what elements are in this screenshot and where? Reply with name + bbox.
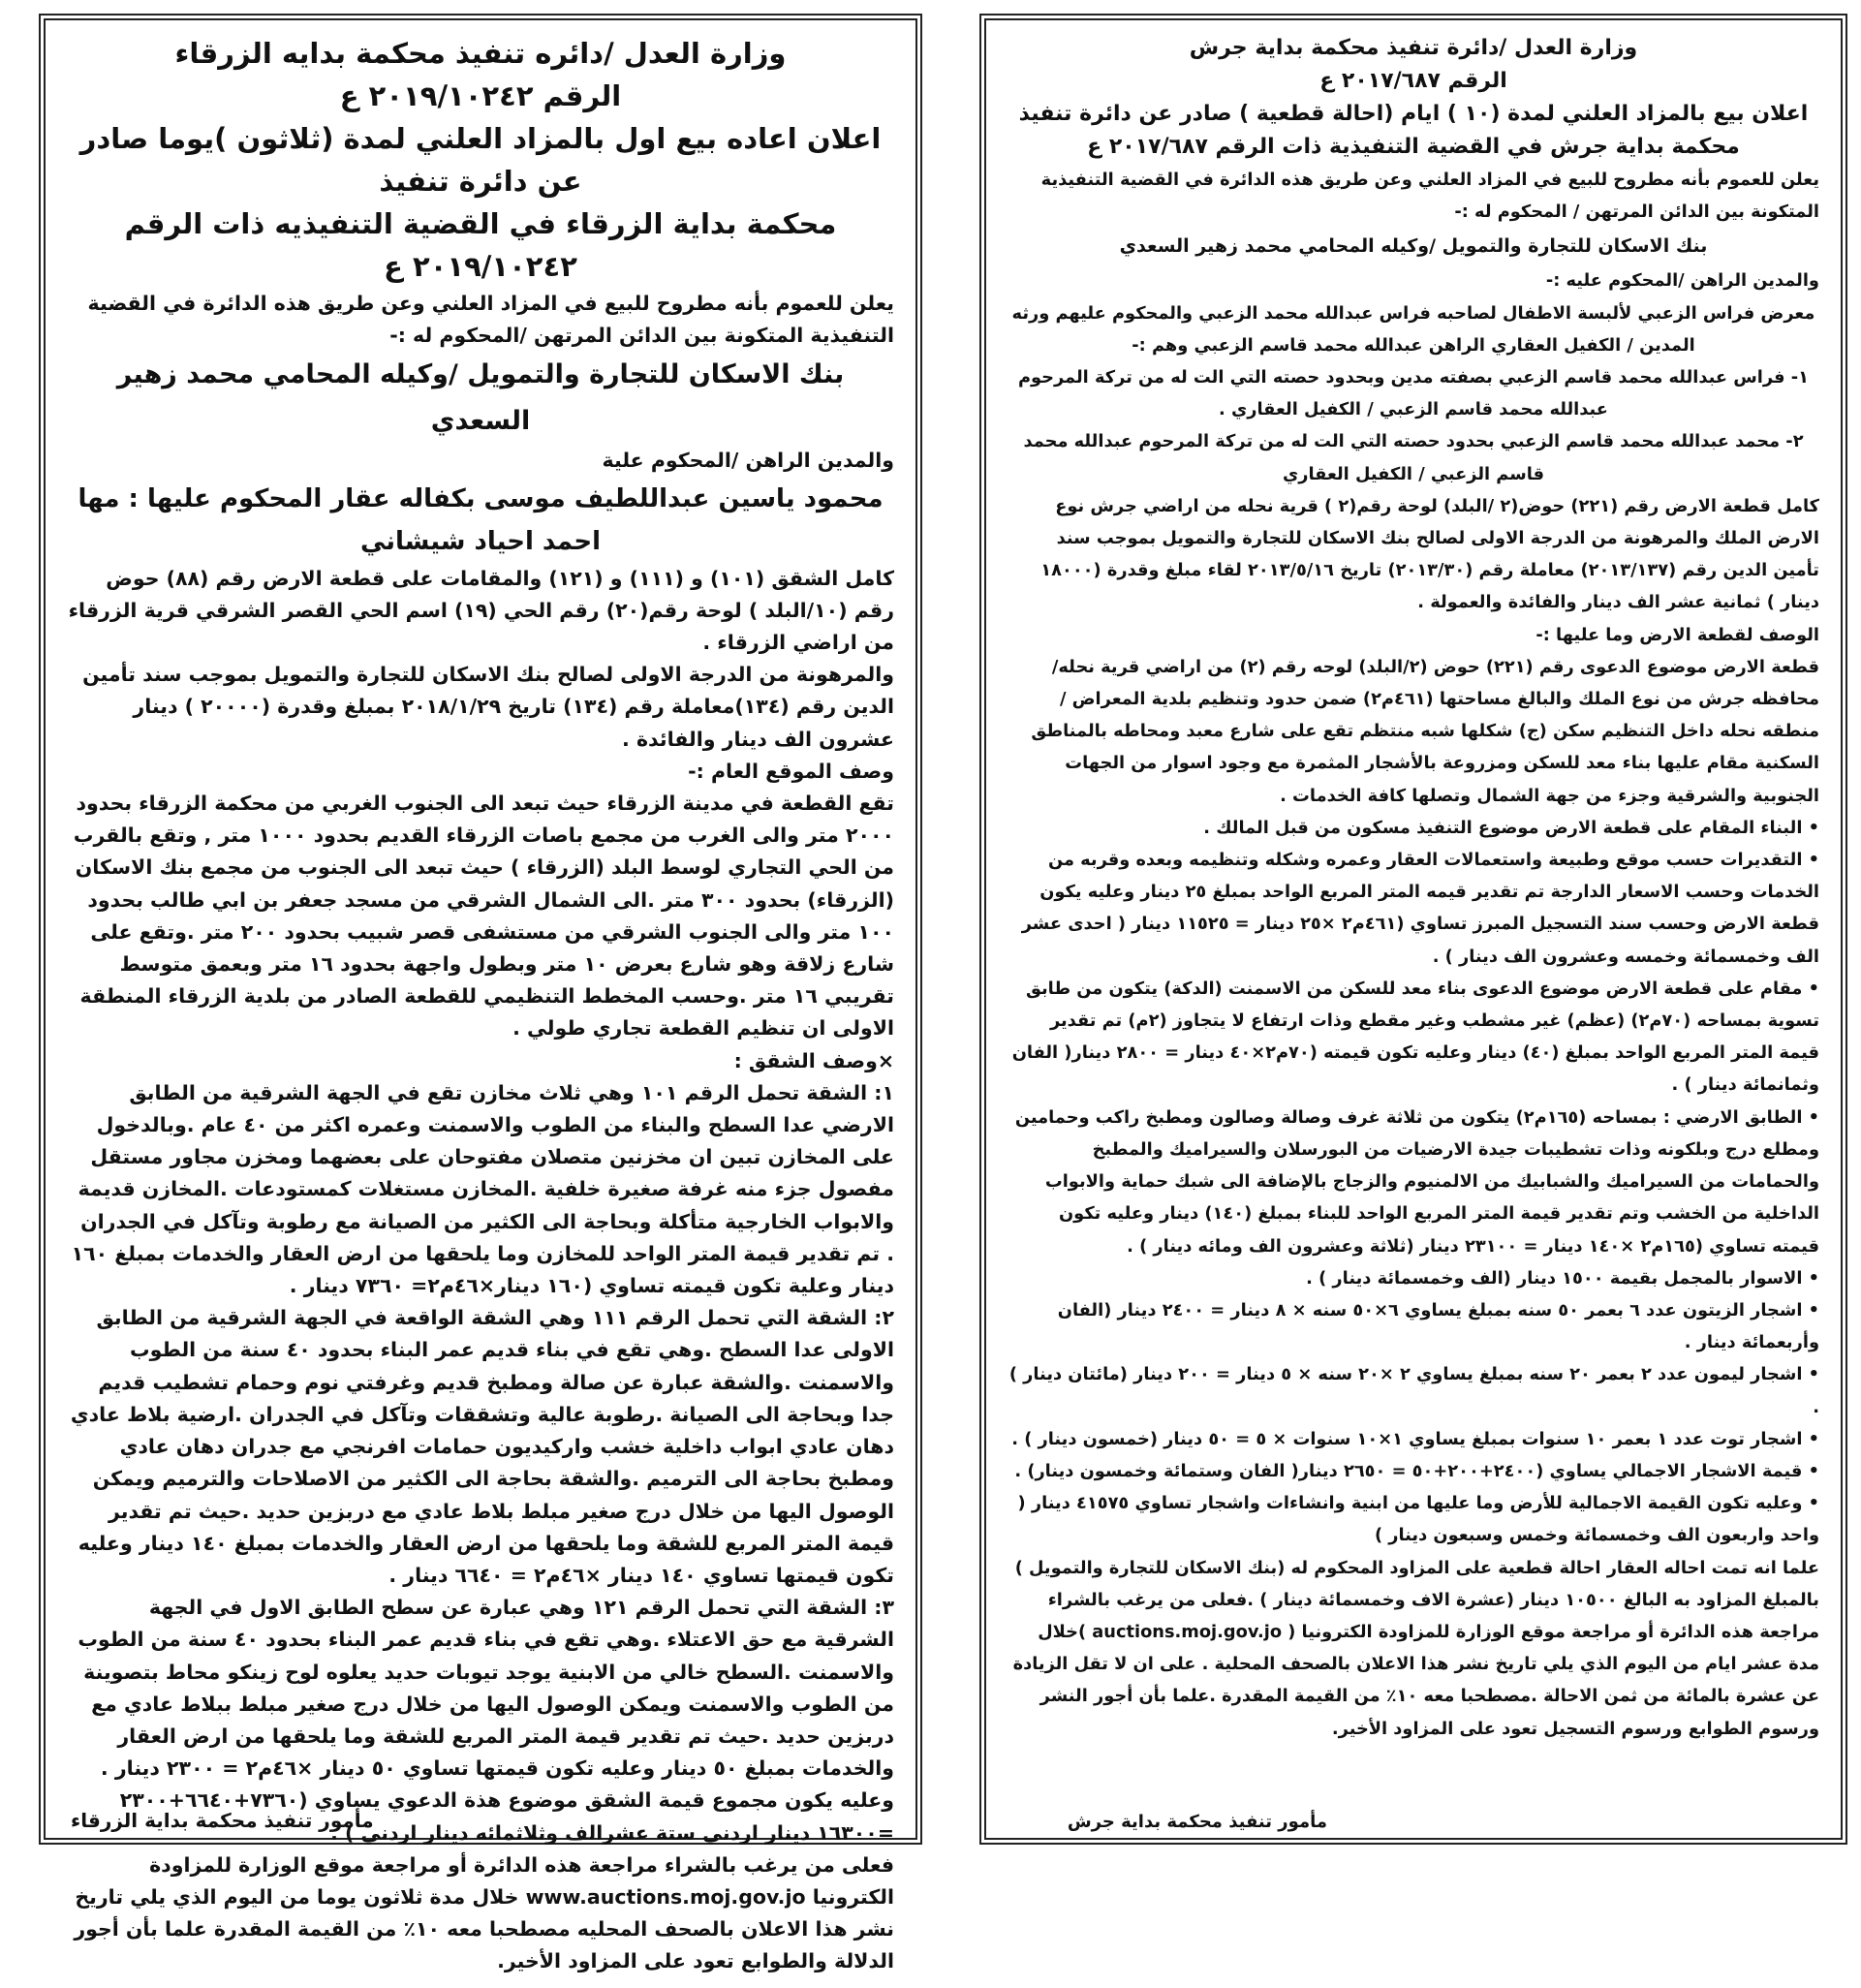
description-heading: الوصف لقطعة الارض وما عليها :- (1535, 624, 1819, 645)
heir-1: ١- فراس عبدالله محمد قاسم الزعبي بصفته مدين وبحدود حصته التي الت له من تركة المرحوم عبدالله محمد قاسم الزعبي / الكفيل العقاري . (1018, 367, 1809, 420)
apartments-heading: ×وصف الشقق : (733, 1048, 894, 1072)
bullet-lemon-trees: • اشجار ليمون عدد ٢ بعمر ٢٠ سنه بمبلغ يساوي ٢ ×٢٠ سنه × ٥ دينار = ٢٠٠ دينار (مائتان دينار ) . (1008, 1364, 1819, 1417)
purchase-text-2: خلال مدة ثلاثون يوما من اليوم الذي يلي تاريخ نشر هذا الاعلان بالصحف المحليه مصطحبا معه ١٠٪ من القيمة المقدرة علما بأن أجور الدلالة والطوابع تعود على المزاود الأخير. (74, 1884, 894, 1973)
property-paragraph: كامل الشقق (١٠١) و (١١١) و (١٢١) والمقامات على قطعة الارض رقم (٨٨) حوض رقم (١٠/البلد ) لوحة رقم(٢٠) رقم الحي (١٩) اسم الحي القصر الشرقي قرية الزرقاء من اراضي الزرقاء . (68, 566, 894, 655)
bullet-mulberry-trees: • اشجار توت عدد ١ بعمر ١٠ سنوات بمبلغ يساوي ١×١٠ سنوات × ٥ = ٥٠ دينار (خمسون دينار ) . (1011, 1428, 1819, 1449)
announcement-title-2: محكمة بداية الزرقاء في القضية التنفيذيه ذات الرقم ٢٠١٩/١٠٢٤٢ ع (124, 207, 837, 283)
auction-website-link[interactable]: www.auctions.moj.gov.jo (525, 1884, 806, 1909)
purchase-instructions (67, 1849, 894, 1978)
ministry-header: وزارة العدل /دائره تنفيذ محكمة بدايه الزرقاء (174, 37, 787, 70)
case-number: الرقم ٢٠١٩/١٠٢٤٢ ع (339, 79, 622, 112)
award-and-instructions: علما انه تمت احاله العقار احالة قطعية على المزاود المحكوم له (بنك الاسكان للتجارة والتمويل ) بالمبلغ المزاود به البالغ ١٠٥٠٠ دينار (عشرة الاف وخمسمائة دينار ) .فعلى من يرغب بالشراء مراجعة هذه الدائرة أو مراجعة موقع الوزارة للمزاودة الكترونيا ( auctions.moj.gov.jo )خلال مدة عشر ايام من اليوم الذي يلي تاريخ نشر هذا الاعلان بالصحف المحلية . على ان لا تقل الزيادة عن عشرة بالمائة من ثمن الاحالة .مصطحبا معه ١٠٪ من القيمة المقدرة .علما بأن أجور النشر ورسوم الطوابع ورسوم التسجيل تعود على المزاود الأخير. (1012, 1557, 1819, 1739)
creditor-name: بنك الاسكان للتجارة والتمويل /وكيله المحامي محمد زهير السعدي (1119, 235, 1708, 258)
announcement-title-1: اعلان اعاده بيع اول بالمزاد العلني لمدة (ثلاثون )يوما صادر عن دائرة تنفيذ (79, 122, 882, 198)
purchase-text: فعلى من يرغب بالشراء مراجعة هذه الدائرة أو مراجعة موقع الوزارة للمزاودة الكترونيا (149, 1852, 894, 1909)
signature-line: مأمور تنفيذ محكمة بداية الزرقاء (71, 1809, 374, 1832)
mortgage-paragraph: والمرهونة من الدرجة الاولى لصالح بنك الاسكان للتجارة والتمويل بموجب سند تأمين الدين رقم (١٣٤)معاملة رقم (١٣٤) تاريخ ٢٠١٨/١/٢٩ بمبلغ وقدرة (٢٠٠٠٠ ) دينار عشرون الف دينار والفائدة . (82, 663, 894, 751)
site-description: تقع القطعة في مدينة الزرقاء حيث تبعد الى الجنوب الغربي من محكمة الزرقاء بحدود ٢٠٠٠ متر والى الغرب من مجمع باصات الزرقاء القديم بحدود ١٠٠٠ متر , وتقع بالقرب من الحي التجاري لوسط البلد (الزرقاء ) حيث تبعد الى الجنوب من مجمع بنك الاسكان (الزرقاء) بحدود ٣٠٠ متر .الى الشمال الشرقي من مسجد جعفر بن ابي طالب بحدود ١٠٠ متر والى الجنوب الشرقي من مستشفى قصر شبيب بحدود ٢٠٠ متر .وتقع على شارع زلاقة وهو شارع بعرض ١٠ متر وبطول واجهة بحدود ١٦ متر وبعمق متوسط تقريبي ١٦ متر .وحسب المخطط التنظيمي للقطعة الصادر من بلدية الزرقاء المنطقة الاولى ان تنظيم القطعة تجاري طولي . (73, 792, 894, 1041)
debtor-name: محمود ياسين عبداللطيف موسى بكفاله عقار المحكوم عليها : مها احمد احياد شيشاني (78, 483, 884, 556)
debtor-name: معرض فراس الزعبي لألبسة الاطفال لصاحبه فراس عبدالله محمد الزعبي والمحكوم عليهم ورثه المدين / الكفيل العقاري الراهن عبدالله محمد قاسم الزعبي وهم :- (1011, 302, 1815, 356)
bullet-trees-total: • قيمة الاشجار الاجمالي يساوي (٢٤٠٠+٢٠٠+٥٠ = ٢٦٥٠ دينار( الفان وستمائة وخمسون دينار) . (1014, 1460, 1819, 1481)
announcement-title-1: اعلان بيع بالمزاد العلني لمدة (١٠ ) ايام (احالة قطعية ) صادر عن دائرة تنفيذ (1018, 102, 1809, 126)
zarqa-auction-notice (39, 14, 922, 1973)
bullet-land-valuation: • التقديرات حسب موقع وطبيعة واستعمالات العقار وعمره وشكله وتنظيمه وبعده وقربه من الخدمات وحسب الاسعار الدارجة تم تقدير قيمه المتر المربع الواحد بمبلغ ٢٥ دينار وعليه يكون قطعة الارض وحسب سند التسجيل المبرز تساوي (٤٦١م٢ ×٢٥ دينار = ١١٥٢٥ دينار ( احدى عشر الف وخمسمائة وخمسه وعشرون الف دينار ) . (1021, 850, 1819, 967)
total-value-paragraph: وعليه يكون مجموع قيمة الشقق موضوع هذة الدعوي يساوي (٧٣٦٠+٦٦٤٠+٢٣٠٠ =١٦٣٠٠ دينار اردني ستة عشرالف وثلاثمائه دينار اردني ) . (119, 1788, 894, 1845)
bullet-olive-trees: • اشجار الزيتون عدد ٦ بعمر ٥٠ سنه بمبلغ يساوي ٦×٥٠ سنه × ٨ دينار = ٢٤٠٠ دينار (الفان وأربعمائة دينار . (1057, 1299, 1819, 1353)
apartment-101: ١: الشقة تحمل الرقم ١٠١ وهي ثلاث مخازن تقع في الجهة الشرقية من الطابق الارضي عدا السطح والبناء من الطوب والاسمنت وعمره اكثر من ٤٠ عام .وبالدخول على المخازن تبين ان مخزنين متصلان مفتوحان على بعضهما ومخزن مجاور مستقل مفصول جزء منه غرفة صغيرة خلفية .المخازن مستغلات كمستودعات .المخازن قديمة والابواب الخارجية متأكلة وبحاجة الى الكثير من الصيانة مع رطوبة وتآكل في الجدران . تم تقدير قيمة المتر الواحد للمخازن وما يلحقها من ارض العقار والخدمات بمبلغ ١٦٠ دينار وعلية تكون قيمته تساوي (١٦٠ دينار×٤٦م٢= ٧٣٦٠ دينار . (71, 1080, 894, 1298)
bullet-ground-floor-valuation: • الطابق الارضي : بمساحه (١٦٥م٢) يتكون من ثلاثة غرف وصالة وصالون ومطبخ راكب وحمامين ومطلع درج وبلكونه وذات تشطيبات جيدة الارضيات من البورسلان والسيراميك والمطبخ والحمامات من السيراميك والشبابيك من الالمنيوم والزجاج بالإضافة الى شبك حماية والابواب الداخلية من الخشب وتم تقدير قيمة المتر المربع الواحد للبناء بمبلغ (١٤٠) دينار وعليه تكون قيمته تساوي (١٦٥م٢ ×١٤٠ دينار = ٢٣١٠٠ دينار (ثلاثة وعشرون الف ومائه دينار ) . (1014, 1106, 1819, 1257)
heir-2: ٢- محمد عبدالله محمد قاسم الزعبي بحدود حصته التي الت له من تركة المرحوم عبدالله محمد قاسم الزعبي / الكفيل العقاري (1023, 431, 1804, 484)
apartment-111: ٢: الشقة التي تحمل الرقم ١١١ وهي الشقة الواقعة في الجهة الشرقية من الطابق الاولى عدا السطح .وهي تقع في بناء قديم عمر البناء بحدود ٤٠ سنة من الطوب والاسمنت .والشقة عبارة عن صالة ومطبخ قديم وغرفتي نوم وحمام تشطيب قديم جدا وبحاجة الى الصيانة .رطوبة عالية وتشققات وتآكل في الجدران .ارضية بلاط عادي دهان عادي ابواب داخلية خشب واركيديون حمامات افرنجي مع جدران دهان عادي ومطبخ بحاجة الى الترميم .والشقة بحاجة الى الكثير من الاصلاحات والترميم ويمكن الوصول اليها من خلال درج صغير مبلط بلاط عادي مع دربزين حديد .حيث تم تقدير قيمة المتر المربع للشقة وما يلحقها من ارض العقار والخدمات بمبلغ ١٤٠ دينار وعليه تكون قيمتها تساوي ١٤٠ دينار ×٤٦م٢ = ٦٦٤٠ دينار . (70, 1306, 894, 1587)
intro-paragraph: يعلن للعموم بأنه مطروح للبيع في المزاد العلني وعن طريق هذه الدائرة في القضية التنفيذية المتكونة بين الدائن المرتهن / المحكوم له :- (1040, 170, 1819, 223)
land-description: قطعة الارض موضوع الدعوى رقم (٢٢١) حوض (٢/البلد) لوحه رقم (٢) من اراضي قرية نحله/ محافظه جرش من نوع الملك والبالغ مساحتها (٤٦١م٢) ضمن حدود وتنظيم بلدية المعراض / منطقه نحله داخل التنظيم سكن (ج) شكلها شبه منتظم تقع على شارع معبد ومحاطه بالمناطق السكنية مقام عليها بناء معد للسكن ومزروعة بالأشجار المثمرة مع وجود اسوار من الجهات الجنوبية والشرقية وجزء من جهة الشمال وتصلها كافة الخدمات . (1031, 656, 1819, 806)
debtor-label: والمدين الراهن /المحكوم علية (602, 449, 894, 473)
debtor-label: والمدين الراهن /المحكوم عليه :- (1545, 270, 1819, 292)
bullet-occupancy: • البناء المقام على قطعة الارض موضوع التنفيذ مسكون من قبل المالك . (1203, 817, 1819, 838)
signature-line: مأمور تنفيذ محكمة بداية جرش (1067, 1812, 1327, 1832)
creditor-name: بنك الاسكان للتجارة والتمويل /وكيله المحامي محمد زهير السعدي (116, 359, 845, 437)
announcement-title-2: محكمة بداية جرش في القضية التنفيذية ذات الرقم ٢٠١٧/٦٨٧ ع (1087, 135, 1740, 159)
jerash-auction-notice (979, 14, 1847, 1845)
property-paragraph: كامل قطعة الارض رقم (٢٢١) حوض(٢ /البلد) لوحة رقم(٢ ) قرية نحله من اراضي جرش نوع الارض الملك والمرهونة من الدرجة الاولى لصالح بنك الاسكان للتجارة والتمويل بموجب سند تأمين الدين رقم (٢٠١٣/١٣٧) معاملة رقم (٢٠١٣/٣٠) تاريخ ٢٠١٣/٥/١٦ لقاء مبلغ وقدرة (١٨٠٠٠ دينار ) ثمانية عشر الف دينار والفائدة والعمولة . (1040, 495, 1819, 613)
ministry-header: وزارة العدل /دائرة تنفيذ محكمة بداية جرش (1189, 36, 1638, 60)
apartment-121: ٣: الشقة التي تحمل الرقم ١٢١ وهي عبارة عن سطح الطابق الاول في الجهة الشرقية مع حق الاعتلاء .وهي تقع في بناء قديم عمر البناء بحدود ٤٠ سنة من الطوب والاسمنت .السطح خالي من الابنية يوجد تيوبات حديد يعلوه لوح زينكو محاط بتصوينة من الطوب والاسمنت ويمكن الوصول اليها من خلال درج صغير مبلط ببلاط عادي مع دربزين حديد .حيث تم تقدير قيمة المتر المربع للشقة وما يلحقها من ارض العقار والخدمات بمبلغ ٥٠ دينار وعليه تكون قيمتها تساوي ٥٠ دينار ×٤٦م٢ = ٢٣٠٠ دينار . (78, 1596, 894, 1781)
intro-paragraph: يعلن للعموم بأنه مطروح للبيع في المزاد العلني وعن طريق هذه الدائرة في القضية التنفيذية المتكونة بين الدائن المرتهن /المحكوم له :- (87, 292, 894, 348)
bullet-walls-valuation: • الاسوار بالمجمل بقيمة ١٥٠٠ دينار (الف وخمسمائة دينار ) . (1306, 1267, 1819, 1289)
bullet-grand-total: • وعليه تكون القيمة الاجمالية للأرض وما عليها من ابنية وانشاءات واشجار تساوي ٤١٥٧٥ دينار ( واحد واربعون الف وخمسمائة وخمس وسبعون دينار ) (1017, 1493, 1819, 1546)
bullet-basement-valuation: • مقام على قطعة الارض موضوع الدعوى بناء معد للسكن من الاسمنت (الدكة) يتكون من طابق تسوية بمساحه (٧٠م٢) (عظم) غير مشطب وغير مقطع وذات ارتفاع لا يتجاوز (٢م) تم تقدير قيمة المتر المربع الواحد بمبلغ (٤٠) دينار وعليه تكون قيمته (٧٠م٢×٤٠ دينار = ٢٨٠٠ دينار( الفان وثمانمائة دينار ) . (1011, 978, 1819, 1096)
case-number: الرقم ٢٠١٧/٦٨٧ ع (1319, 69, 1507, 93)
site-heading: وصف الموقع العام :- (688, 759, 894, 783)
